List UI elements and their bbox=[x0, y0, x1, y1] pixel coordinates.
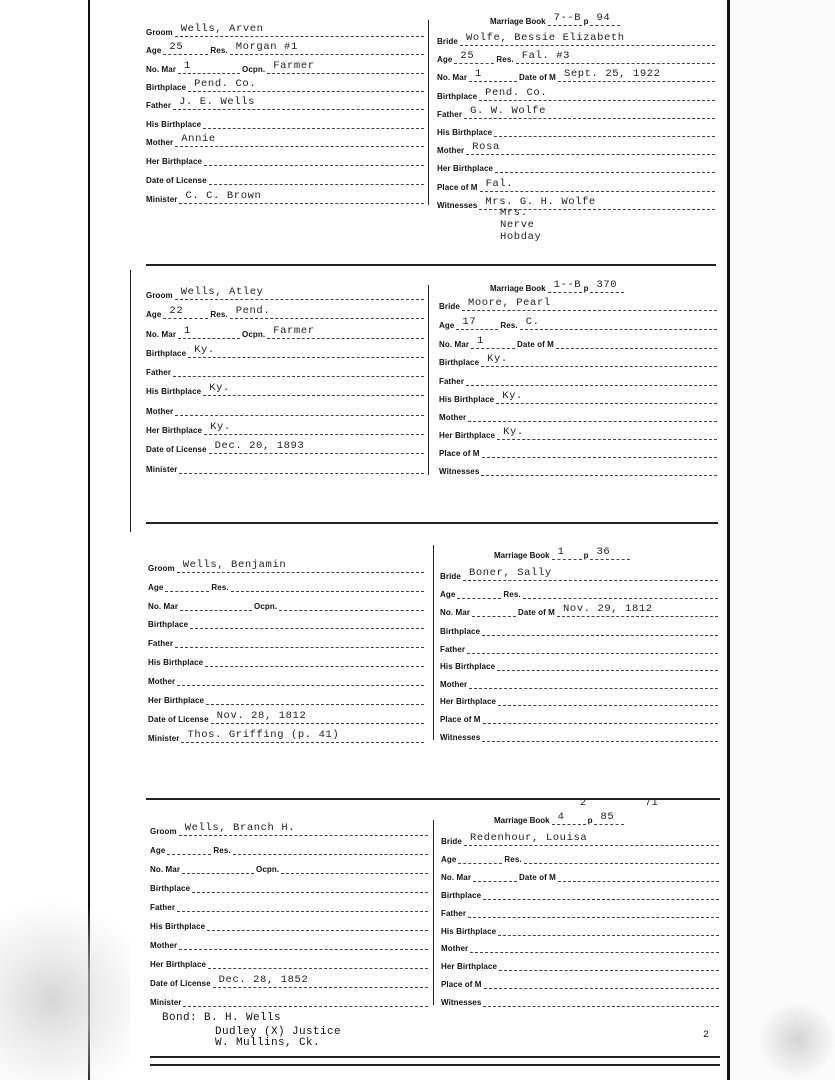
bride-nomar-date-row: No. Mar 1 Date of M Sept. 25, 1922 bbox=[437, 70, 715, 82]
bride-place-row: Place of M bbox=[441, 977, 719, 989]
bride-age-res-row: Age 25 Res. Fal. #3 bbox=[437, 52, 715, 64]
groom-mother-row: Mother bbox=[150, 938, 428, 950]
bride-father-row: Father bbox=[439, 374, 717, 386]
groom-license-row: Date of License Nov. 28, 1812 bbox=[148, 712, 424, 724]
groom-mother-row: Mother bbox=[146, 404, 424, 416]
groom-her-birthplace-row: Her Birthplace Ky. bbox=[146, 423, 424, 435]
bride-her-birthplace-row: Her Birthplace bbox=[440, 694, 718, 706]
bride-place-row: Place of M bbox=[440, 712, 718, 724]
groom-birthplace-row: Birthplace Ky. bbox=[146, 346, 424, 358]
groom-minister-row: Minister C. C. Brown bbox=[146, 192, 424, 204]
bride-father-row: Father bbox=[440, 642, 718, 654]
book-number-alt: 2 bbox=[580, 798, 587, 809]
bride-name-row: Bride Boner, Sally bbox=[440, 569, 718, 581]
groom-his-birthplace-row: His Birthplace bbox=[150, 919, 428, 931]
groom-minister-row: Minister Thos. Griffing (p. 41) bbox=[148, 731, 424, 743]
bride-birthplace-row: Birthplace bbox=[440, 624, 718, 636]
marriage-book-row: Marriage Book 7--B p 94 bbox=[490, 14, 622, 26]
groom-nomar-ocpn-row: No. Mar 1 Ocpn. Farmer bbox=[146, 327, 424, 339]
groom-license-row: Date of License bbox=[146, 173, 424, 185]
bride-birthplace-row: Birthplace bbox=[441, 888, 719, 900]
groom-age-res-row: Age Res. bbox=[150, 843, 428, 855]
groom-his-birthplace-row: His Birthplace bbox=[148, 655, 424, 667]
bride-her-birthplace-row: Her Birthplace Ky. bbox=[439, 428, 717, 440]
marriage-book-row: Marriage Book 1--B p 370 bbox=[490, 281, 626, 293]
groom-name: Wells, Arven bbox=[180, 23, 264, 35]
bride-witnesses-row: Witnesses bbox=[439, 464, 717, 476]
groom-his-birthplace-row: His Birthplace Ky. bbox=[146, 384, 424, 396]
bride-age-res-row: Age 17 Res. C. bbox=[439, 318, 717, 330]
bride-name-row: Bride Wolfe, Bessie Elizabeth bbox=[437, 34, 715, 46]
groom-name-row: Groom Wells, Benjamin bbox=[148, 561, 424, 573]
groom-mother-row: Mother Annie bbox=[146, 135, 424, 147]
bride-mother-row: Mother bbox=[439, 410, 717, 422]
groom-father-row: Father bbox=[146, 365, 424, 377]
bride-his-birthplace-row: His Birthplace bbox=[437, 125, 715, 137]
bride-age-res-row: Age Res. bbox=[441, 852, 719, 864]
bond-note-line-3: W. Mullins, Ck. bbox=[215, 1037, 321, 1049]
bride-mother-row: Mother bbox=[441, 941, 719, 953]
bride-witnesses-row: Witnesses bbox=[440, 730, 718, 742]
groom-age-res-row: Age 25 Res. Morgan #1 bbox=[146, 43, 424, 55]
bride-witnesses-row: Witnesses Mrs. G. H. Wolfe bbox=[437, 198, 715, 210]
bride-place-row: Place of M bbox=[439, 446, 717, 458]
groom-minister-row: Minister bbox=[146, 462, 424, 474]
marriage-book-row: Marriage Book 4 p 85 bbox=[494, 813, 626, 825]
bride-nomar-date-row: No. Mar Date of M Nov. 29, 1812 bbox=[440, 605, 718, 617]
bride-nomar-date-row: No. Mar Date of M bbox=[441, 870, 719, 882]
page-mark: 2 bbox=[703, 1030, 710, 1041]
groom-birthplace-row: Birthplace bbox=[150, 881, 428, 893]
groom-birthplace-row: Birthplace bbox=[148, 617, 424, 629]
bride-birthplace-row: Birthplace Ky. bbox=[439, 355, 717, 367]
bond-note-line-2: Dudley (X) Justice bbox=[215, 1026, 342, 1038]
bride-his-birthplace-row: His Birthplace bbox=[441, 924, 719, 936]
groom-license-row: Date of License Dec. 20, 1893 bbox=[146, 442, 424, 454]
groom-minister-row: Minister bbox=[150, 995, 428, 1007]
bride-mother-row: Mother bbox=[440, 677, 718, 689]
groom-age-res-row: Age 22 Res. Pend. bbox=[146, 307, 424, 319]
groom-her-birthplace-row: Her Birthplace bbox=[148, 693, 424, 705]
groom-father-row: Father bbox=[148, 636, 424, 648]
groom-birthplace-row: Birthplace Pend. Co. bbox=[146, 80, 424, 92]
groom-father-row: Father J. E. Wells bbox=[146, 98, 424, 110]
bottom-border bbox=[150, 1056, 720, 1066]
marriage-book-row: Marriage Book 1 p 36 bbox=[494, 548, 632, 560]
groom-her-birthplace-row: Her Birthplace bbox=[146, 154, 424, 166]
bride-name-row: Bride Moore, Pearl bbox=[439, 299, 717, 311]
groom-nomar-ocpn-row: No. Mar Ocpn. bbox=[150, 862, 428, 874]
bride-father-row: Father G. W. Wolfe bbox=[437, 107, 715, 119]
bride-nomar-date-row: No. Mar 1 Date of M bbox=[439, 337, 717, 349]
bride-birthplace-row: Birthplace Pend. Co. bbox=[437, 89, 715, 101]
groom-nomar-ocpn-row: No. Mar 1 Ocpn. Farmer bbox=[146, 62, 424, 74]
groom-name-row: Groom Wells, Atley bbox=[146, 288, 424, 300]
groom-name-row: Groom Wells, Branch H. bbox=[150, 824, 428, 836]
witness-second-line: Mrs. Nerve Hobday bbox=[500, 207, 542, 243]
bride-her-birthplace-row: Her Birthplace bbox=[441, 959, 719, 971]
bride-her-birthplace-row: Her Birthplace bbox=[437, 161, 715, 173]
bride-place-row: Place of M Fal. bbox=[437, 180, 715, 192]
bride-witnesses-row: Witnesses bbox=[441, 995, 719, 1007]
bride-father-row: Father bbox=[441, 906, 719, 918]
groom-father-row: Father bbox=[150, 900, 428, 912]
page-number-alt: 71 bbox=[645, 798, 659, 809]
bride-his-birthplace-row: His Birthplace Ky. bbox=[439, 392, 717, 404]
groom-name-row: Groom Wells, Arven bbox=[146, 25, 424, 37]
groom-nomar-ocpn-row: No. Mar Ocpn. bbox=[148, 599, 424, 611]
groom-age-res-row: Age Res. bbox=[148, 580, 424, 592]
groom-license-row: Date of License Dec. 28, 1852 bbox=[150, 976, 428, 988]
bride-name-row: Bride Redenhour, Louisa bbox=[441, 834, 719, 846]
bride-his-birthplace-row: His Birthplace bbox=[440, 659, 718, 671]
bride-mother-row: Mother Rosa bbox=[437, 143, 715, 155]
bride-age-res-row: Age Res. bbox=[440, 587, 718, 599]
groom-her-birthplace-row: Her Birthplace bbox=[150, 957, 428, 969]
groom-his-birthplace-row: His Birthplace bbox=[146, 117, 424, 129]
groom-mother-row: Mother bbox=[148, 674, 424, 686]
bond-note-line-1: Bond: B. H. Wells bbox=[162, 1012, 282, 1024]
